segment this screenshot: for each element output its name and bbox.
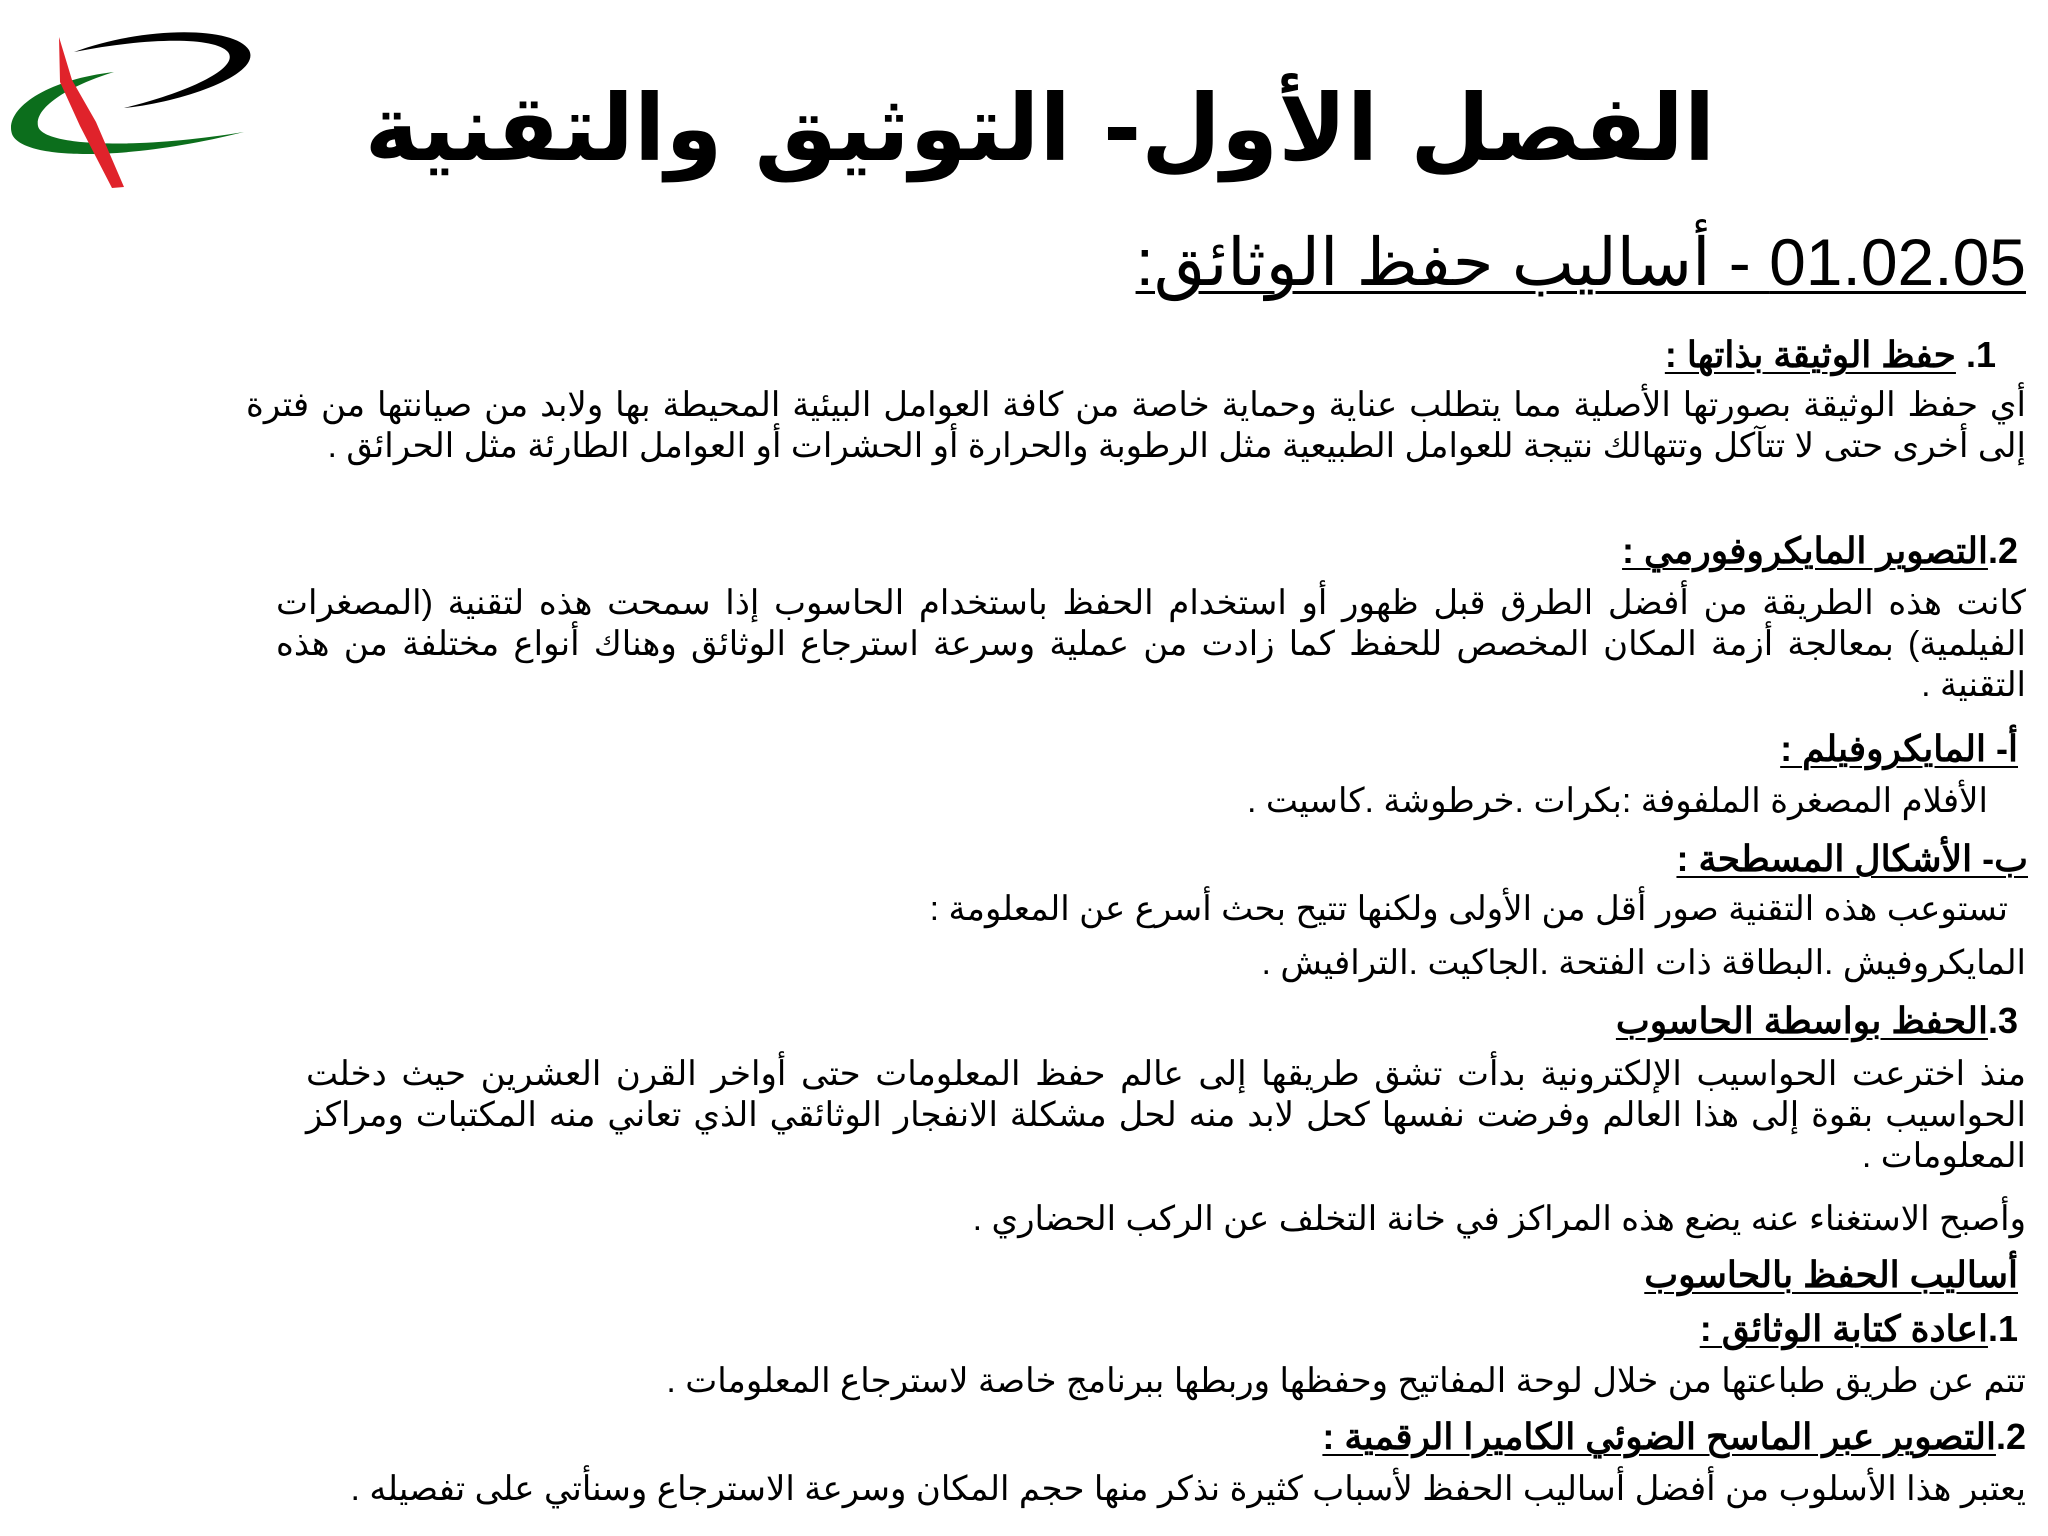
method-1-heading [1700, 1308, 2018, 1349]
logo-black-arc [74, 32, 250, 108]
section-1-text: أي حفظ الوثيقة بصورتها الأصلية مما يتطلب عناية وحماية خاصة من كافة العوامل البيئية المحيطة بها ولابد من صيانتها من فترة إلى أخرى حتى لا تتآكل وتتهالك نتيجة للعوامل الطبيعية مثل الرطوبة والحرارة أو الحشرات أو العوامل الطارئة مثل الحرائق . [246, 386, 2026, 465]
method-1-title: اعادة كتابة الوثائق : [1699, 1308, 1988, 1349]
section-3-number: 3. [1987, 1000, 2018, 1041]
page-title: الفصل الأول- التوثيق والتقنية [364, 75, 1716, 182]
section-2a-title: أ- المايكروفيلم : [1780, 728, 2018, 769]
method-2-text: يعتبر هذا الأسلوب من أفضل أساليب الحفظ لأسباب كثيرة نذكر منها حجم المكان وسرعة الاسترجاع وسنأتي على تفصيله . [350, 1470, 2026, 1508]
logo-red-needle [59, 37, 124, 188]
method-1-number: 1. [1987, 1308, 2018, 1349]
section-2b-text-1: تستوعب هذه التقنية صور أقل من الأولى ولكنها تتيح بحث أسرع عن المعلومة : [929, 890, 2008, 928]
section-3-text: منذ اخترعت الحواسيب الإلكترونية بدأت تشق طريقها إلى عالم حفظ المعلومات حتى أواخر القرن العشرين حيث دخلت الحواسيب بقوة إلى هذا العالم وفرضت نفسها كحل لابد منه لحل مشكلة الانفجار الوثائقي الذي تعاني منه المكتبات ومراكز المعلومات . [306, 1055, 2026, 1175]
methods-heading [1644, 1254, 2018, 1295]
section-3-text-2: وأصبح الاستغناء عنه يضع هذه المراكز في خانة التخلف عن الركب الحضاري . [972, 1200, 2026, 1238]
section-3-heading [1616, 1000, 2018, 1041]
section-1-title: حفظ الوثيقة بذاتها : [1664, 334, 1956, 375]
swoosh-logo-icon [4, 22, 254, 192]
section-subtitle: 01.02.05 - أساليب حفظ الوثائق: [1135, 225, 2026, 299]
section-3-title: الحفظ بواسطة الحاسوب [1615, 1000, 1988, 1041]
methods-title: أساليب الحفظ بالحاسوب [1644, 1254, 2018, 1295]
section-2b-heading [1676, 838, 2028, 879]
section-2-text: كانت هذه الطريقة من أفضل الطرق قبل ظهور أو استخدام الحفظ باستخدام الحاسوب إذا سمحت هذه لتقنية (المصغرات الفيلمية) بمعالجة أزمة المكان المخصص للحفظ كما زادت من عملية وسرعة استرجاع الوثائق وهناك أنواع مختلفة من هذه التقنية . [276, 584, 2026, 704]
section-2-number: 2. [1987, 530, 2018, 571]
section-2-heading [1622, 530, 2018, 571]
method-2-title: التصوير عبر الماسح الضوئي الكاميرا الرقمية : [1322, 1416, 1996, 1457]
section-2a-text: الأفلام المصغرة الملفوفة :بكرات .خرطوشة .كاسيت . [1246, 782, 1988, 820]
section-2a-heading [1780, 728, 2018, 769]
section-2-title: التصوير المايكروفورمي : [1622, 530, 1988, 571]
section-1-number: 1. [1965, 334, 1996, 375]
method-1-text: تتم عن طريق طباعتها من خلال لوحة المفاتيح وحفظها وربطها ببرنامج خاصة لاسترجاع المعلومات . [666, 1362, 2026, 1400]
section-2b-text-2: المايكروفيش .البطاقة ذات الفتحة .الجاكيت .الترافيش . [1261, 944, 2026, 982]
method-2-number: 2. [1995, 1416, 2026, 1457]
section-1-heading [1665, 334, 1996, 375]
method-2-heading [1322, 1416, 2026, 1457]
section-2b-title: ب- الأشكال المسطحة : [1676, 838, 2028, 879]
